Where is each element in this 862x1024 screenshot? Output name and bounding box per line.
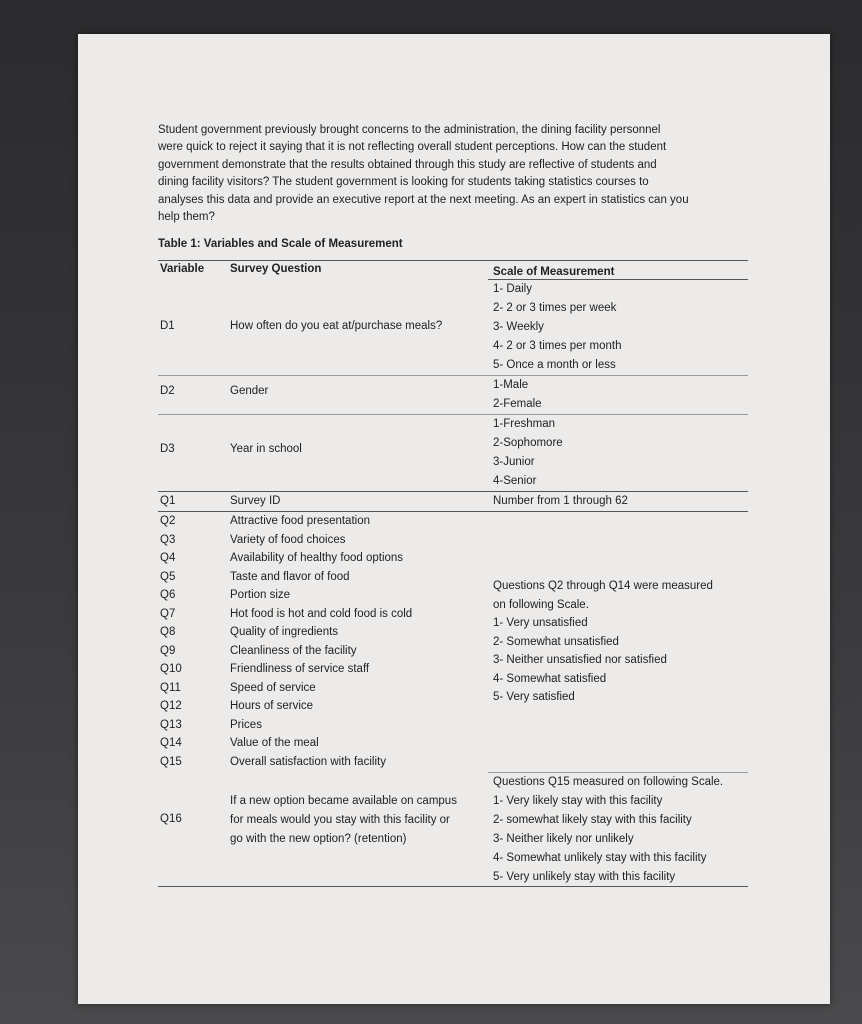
table-row-d3	[158, 415, 748, 491]
row-question: Availability of healthy food options	[230, 552, 404, 565]
header-variable: Variable	[160, 263, 205, 276]
row-variable: Q5	[160, 570, 176, 583]
row-variable: Q16	[160, 813, 182, 826]
document-content	[158, 122, 748, 887]
scale-option: 3- Neither unsatisfied nor satisfied	[493, 654, 667, 667]
scale-option: 3- Neither likely nor unlikely	[493, 833, 634, 846]
row-question: Taste and flavor of food	[230, 570, 350, 583]
scale-option: Questions Q15 measured on following Scale.	[493, 776, 724, 789]
scale-option: 1-Male	[493, 379, 529, 392]
row-variable: Q13	[160, 718, 182, 731]
table-header	[158, 261, 748, 279]
paragraph-line: were quick to reject it saying that it is not reflecting overall student perceptions. How can the student	[158, 141, 667, 154]
row-question: Portion size	[230, 589, 291, 602]
scale-option: Questions Q2 through Q14 were measured	[493, 580, 713, 593]
row-variable: Q10	[160, 663, 182, 676]
paragraph-line: dining facility visitors? The student government is looking for students taking statistics courses to	[158, 176, 649, 189]
scale-option: 1- Daily	[493, 283, 532, 296]
row-variable: Q3	[160, 533, 176, 546]
scale-option: 5- Very unlikely stay with this facility	[493, 871, 676, 884]
row-variable: D3	[160, 443, 175, 456]
row-question: Quality of ingredients	[230, 626, 339, 639]
row-question: How often do you eat at/purchase meals?	[230, 320, 443, 333]
scale-option: 2- Somewhat unsatisfied	[493, 635, 619, 648]
row-variable: Q15	[160, 755, 182, 768]
intro-paragraph	[158, 122, 748, 226]
row-question: for meals would you stay with this facility or	[230, 814, 450, 827]
variables-table	[158, 260, 748, 887]
scale-option: 2-Sophomore	[493, 437, 563, 450]
scale-option: 2-Female	[493, 398, 542, 411]
scale-option: 5- Once a month or less	[493, 359, 616, 372]
row-variable: Q12	[160, 700, 182, 713]
scale-option: 4- 2 or 3 times per month	[493, 340, 622, 353]
scale-option: 4- Somewhat unlikely stay with this facility	[493, 852, 707, 865]
scale-option: 4- Somewhat satisfied	[493, 672, 607, 685]
row-variable: Q14	[160, 737, 182, 750]
paragraph-line: analyses this data and provide an executive report at the next meeting. As an expert in statistics can you	[158, 193, 689, 206]
paper-page	[78, 34, 830, 1004]
row-question: Overall satisfaction with facility	[230, 755, 386, 768]
row-scale: Number from 1 through 62	[493, 495, 628, 508]
scale-option: 2- somewhat likely stay with this facility	[493, 814, 692, 827]
row-question: Survey ID	[230, 495, 281, 508]
row-variable: Q6	[160, 589, 176, 602]
row-variable: D1	[160, 320, 175, 333]
header-question: Survey Question	[230, 263, 322, 276]
row-question: go with the new option? (retention)	[230, 833, 407, 846]
row-question: Year in school	[230, 443, 302, 456]
row-question: Gender	[230, 385, 269, 398]
row-question: Prices	[230, 718, 262, 731]
row-question: Attractive food presentation	[230, 515, 370, 528]
scale-option: 3-Junior	[493, 456, 535, 469]
scale-option: 1- Very likely stay with this facility	[493, 795, 663, 808]
row-variable: Q8	[160, 626, 176, 639]
table-row-q1	[158, 492, 748, 511]
scale-option: 5- Very satisfied	[493, 691, 575, 704]
row-variable: Q2	[160, 515, 176, 528]
row-question: Variety of food choices	[230, 533, 346, 546]
scale-option: 1- Very unsatisfied	[493, 617, 588, 630]
scale-option: 1-Freshman	[493, 418, 555, 431]
table-row-d1	[158, 280, 748, 375]
row-question: Hot food is hot and cold food is cold	[230, 607, 413, 620]
row-variable: Q11	[160, 681, 181, 694]
row-variable: D2	[160, 385, 175, 398]
row-question: Value of the meal	[230, 737, 319, 750]
row-question: Hours of service	[230, 700, 314, 713]
row-question: Speed of service	[230, 681, 316, 694]
table-title: Table 1: Variables and Scale of Measurement	[158, 238, 403, 251]
table-row-d2	[158, 376, 748, 414]
row-variable: Q9	[160, 644, 176, 657]
row-variable: Q7	[160, 607, 176, 620]
row-question: Friendliness of service staff	[230, 663, 370, 676]
paragraph-line: Student government previously brought concerns to the administration, the dining facility personnel	[158, 124, 661, 136]
scale-option: 2- 2 or 3 times per week	[493, 302, 617, 315]
paragraph-line: help them?	[158, 211, 215, 224]
scale-option: 3- Weekly	[493, 321, 544, 334]
row-variable: Q1	[160, 495, 176, 508]
header-scale: Scale of Measurement	[493, 266, 615, 279]
row-question: If a new option became available on campus	[230, 795, 457, 808]
row-variable: Q4	[160, 552, 176, 565]
scale-option: on following Scale.	[493, 598, 589, 611]
table-row-q16	[158, 773, 748, 886]
paragraph-line: government demonstrate that the results obtained through this study are reflective of students and	[158, 158, 657, 171]
scale-option: 4-Senior	[493, 475, 537, 488]
table-rows-q2-q15	[158, 512, 748, 772]
row-question: Cleanliness of the facility	[230, 644, 357, 657]
